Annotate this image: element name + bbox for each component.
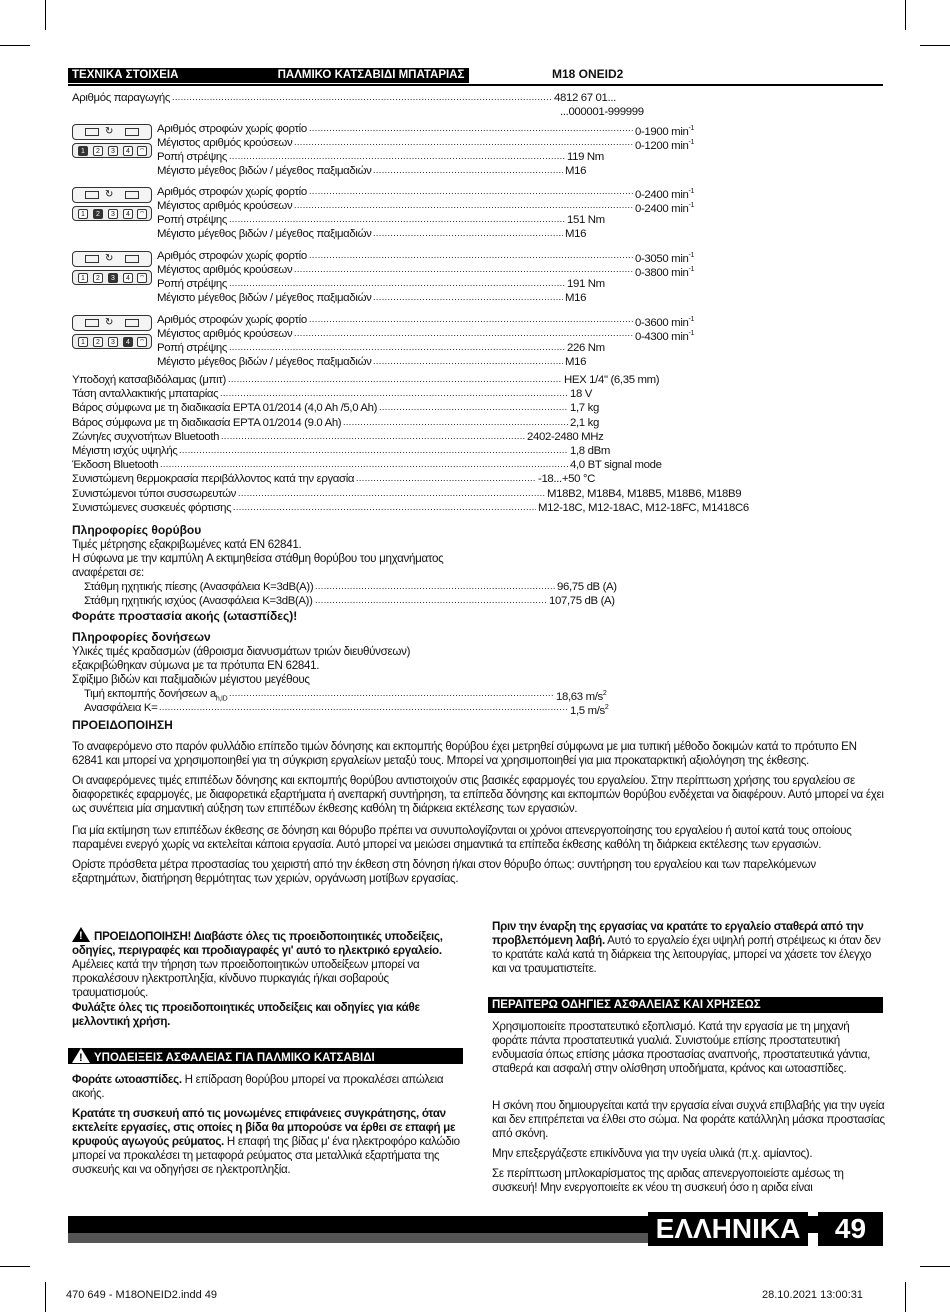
leader-dots	[373, 355, 563, 369]
leader-dots	[294, 199, 633, 213]
leader-dots	[373, 164, 563, 178]
crop-mark	[45, 1282, 46, 1312]
leader-dots	[294, 327, 633, 341]
leader-dots	[179, 444, 568, 458]
spec-row-value: 2402-2480 MHz	[527, 431, 604, 443]
leader-dots	[294, 136, 633, 150]
leader-dots	[220, 387, 568, 401]
mode-3-no-load-speed-value: 0-3050 $\min^{-1}$	[635, 252, 695, 265]
mode-4-max-screw-size-value: M16	[565, 356, 587, 368]
page-number: 49	[818, 1212, 883, 1246]
production-number-range: ...000001-999999	[560, 106, 644, 118]
mode-2-torque-label: Ροπή στρέψης	[157, 214, 227, 226]
spec-row-label: Τάση ανταλλακτικής μπαταρίας	[72, 388, 219, 400]
further-item: Σε περίπτωση μπλοκαρίσματος της αριδας απενεργοποιείστε αμέσως τη συσκευή! Μην ενεργοποιείτε εκ νέου τη συσκευή όσο η αριδα είναι	[492, 1167, 844, 1194]
mode-2-no-load-speed	[157, 185, 897, 199]
mode-3-torque-value: 191 Nm	[567, 278, 605, 290]
crop-mark	[905, 1282, 906, 1312]
mode-4-impact-rate-label: Μέγιστος αριθμός κρούσεων	[157, 328, 293, 340]
safety-item: Κρατάτε τη συσκευή από τις μονωμένες επιφάνειες συγκράτησης, όταν εκτελείτε εργασίες, στις οποίες η βίδα θα μπορούσε να έρθει σε επαφή με κρυφούς αγωγούς ρεύματος. Η επαφή της βίδας μ' ένα ηλεκτροφόρο καλώδιο μπορεί να προκαλέσει τη μεταφορά ρεύματος στα μεταλλικά εξαρτήματα της συσκευής και να οδηγήσει σε ηλεκτροπληξία.	[72, 1107, 460, 1176]
mode-2-torque	[157, 213, 897, 227]
bottom-rule-grey	[68, 1233, 648, 1243]
mode-3-selector-icon: ↻ 1 2 3 4 ⌔	[72, 251, 152, 287]
header-product: ΠΑΛΜΙΚΟ ΚΑΤΣΑΒΙΔΙ ΜΠΑΤΑΡΙΑΣ	[273, 68, 469, 83]
sound-pressure-value: 96,75 dB (A)	[557, 581, 617, 593]
keep-instructions: Φυλάξτε όλες τις προειδοποιητικές υποδείξεις και οδηγίες για κάθε μελλοντική χρήση.	[72, 1001, 420, 1028]
spec-row	[72, 373, 812, 387]
vibration-title: Πληροφορίες δονήσεων	[72, 630, 211, 644]
spec-row-value: 1,8 dBm	[570, 445, 610, 457]
production-number-value: 4812 67 01...	[554, 92, 616, 104]
mode-4-impact-rate	[157, 327, 897, 341]
crop-mark	[905, 0, 906, 30]
leader-dots	[229, 341, 565, 355]
vibration-emission-label: Τιμή εκπομπής δονήσεων $a_{h,ID}$	[84, 688, 228, 703]
mode-1-no-load-speed-label: Αριθμός στροφών χωρίς φορτίο	[157, 123, 307, 135]
spec-row-label: Έκδοση Bluetooth	[72, 459, 159, 471]
mode-1-max-screw-size-value: M16	[565, 165, 587, 177]
spec-row-label: Συνιστώμενοι τύποι συσσωρευτών	[72, 488, 237, 500]
leader-dots	[356, 472, 536, 486]
footer-date: 28.10.2021 13:00:31	[762, 1289, 863, 1301]
leader-dots	[233, 501, 536, 515]
leader-dots	[221, 430, 525, 444]
mode-3-max-screw-size-value: M16	[565, 292, 587, 304]
footer-file: 470 649 - M18ONEID2.indd 49	[66, 1289, 218, 1301]
header-tech-data: ΤΕΧΝΙΚΑ ΣΤΟΙΧΕΙΑ	[68, 68, 273, 83]
noise-title: Πληροφορίες θορύβου	[72, 523, 202, 537]
spec-row-label: Βάρος σύμφωνα με τη διαδικασία EPTA 01/2014 (4,0 Ah /5,0 Ah)	[72, 402, 378, 414]
warning-paragraph: Για μία εκτίμηση των επιπέδων έκθεσης σε δόνηση και θόρυβο πρέπει να συνυπολογίζονται οι χρόνοι απενεργοποίησης του εργαλείου ή αυτοί κατά τους οποίους παραμένει ενεργό χωρίς να εκτελείται κάποια εργασία. Αυτό μπορεί να μειώσει σημαντικά τα επίπεδα έκθεσης καθόλη τη διάρκεια εκτέλεσης των εργασιών.	[72, 824, 852, 851]
vibration-line: εξακριβώθηκαν σύμωνα με τα πρότυπα EN 62841.	[72, 659, 320, 672]
mode-1-torque-label: Ροπή στρέψης	[157, 151, 227, 163]
leader-dots	[238, 487, 545, 501]
leader-dots	[373, 227, 563, 241]
leader-dots	[160, 458, 568, 472]
noise-line: Η σύφωνα με την καμπύλη A εκτιμηθείσα στάθμη θορύβου του μηχανήματος	[72, 552, 444, 565]
noise-line: αναφέρεται σε:	[72, 566, 144, 579]
mode-1-max-screw-size	[157, 164, 897, 178]
mode-3-no-load-speed	[157, 249, 897, 263]
sound-power	[84, 594, 824, 608]
spec-row-label: Βάρος σύμφωνα με τη διαδικασία EPTA 01/2014 (9.0 Ah)	[72, 417, 342, 429]
leader-dots	[343, 416, 568, 430]
mode-2-impact-rate	[157, 199, 897, 213]
safety-item: Φοράτε ωτοασπίδες. Η επίδραση θορύβου μπορεί να προκαλέσει απώλεια ακοής.	[72, 1073, 444, 1100]
further-item: Μην επεξεργάζεστε επικίνδυνα για την υγεία υλικά (π.χ. αμίαντος).	[492, 1147, 813, 1160]
leader-dots	[315, 594, 547, 608]
production-number	[72, 91, 812, 105]
safety-bar	[68, 1048, 463, 1064]
mode-3-max-screw-size	[157, 291, 897, 305]
mode-4-max-screw-size-label: Μέγιστο μέγεθος βιδών / μέγεθος παξιμαδιών	[157, 356, 372, 368]
sound-power-value: 107,75 dB (A)	[549, 595, 615, 607]
spec-row-label: Συνιστώμενη θερμοκρασία περιβάλλοντος κατά την εργασία	[72, 473, 355, 485]
noise-line: Τιμές μέτρησης εξακριβωμένες κατά EN 62841.	[72, 538, 302, 551]
mode-1-max-screw-size-label: Μέγιστο μέγεθος βιδών / μέγεθος παξιμαδιών	[157, 165, 372, 177]
leader-dots	[159, 701, 568, 715]
mode-1-impact-rate-label: Μέγιστος αριθμός κρούσεων	[157, 137, 293, 149]
mode-2-torque-value: 151 Nm	[567, 214, 605, 226]
warning-title: ΠΡΟΕΙΔΟΠΟΙΗΣΗ	[72, 718, 173, 732]
warning-triangle-icon: !	[72, 927, 90, 942]
spec-row-value: HEX 1/4" (6,35 mm)	[564, 374, 660, 386]
leader-dots	[309, 249, 633, 263]
general-warning-bold: ΠΡΟΕΙΔΟΠΟΙΗΣΗ! Διαβάστε όλες τις προειδοποιητικές υποδείξεις, οδηγίες, περιγραφές και προδιαγραφές γι' αυτό το ηλεκτρικό εργαλείο.	[72, 930, 443, 957]
spec-row	[72, 387, 812, 401]
general-warning	[72, 927, 467, 1000]
vibration-uncertainty	[84, 701, 824, 715]
language-label: ΕΛΛΗΝΙΚΑ	[648, 1212, 808, 1246]
leader-dots	[379, 401, 568, 415]
spec-row-value: M18B2, M18B4, M18B5, M18B6, M18B9	[547, 488, 742, 500]
spec-row	[72, 472, 812, 486]
mode-2-impact-rate-value: 0-2400 $\min^{-1}$	[635, 202, 695, 215]
spec-row-label: Υποδοχή κατσαβιδόλαμας (μπιτ)	[72, 374, 226, 386]
grip-warning: Πριν την έναρξη της εργασίας να κρατάτε το εργαλείο σταθερά από την προβλεπόμενη λαβή. Αυτό το εργαλείο έχει υψηλή ροπή στρέψεως κι όταν δεν το κρατάτε καλά κατά τη διάρκεια της λειτουργίας, μπορεί να χάσετε τον έλεγχο και να τραυματιστείτε.	[492, 920, 881, 975]
spec-row	[72, 416, 812, 430]
sound-power-label: Στάθμη ηχητικής ισχύος (Ανασφάλεια K=3dB(A))	[84, 595, 313, 607]
spec-row-label: Μέγιστη ισχύς υψηλής	[72, 445, 178, 457]
spec-row-value: 1,7 kg	[570, 402, 599, 414]
safety-title: ΥΠΟΔΕΙΞΕΙΣ ΑΣΦΑΛΕΙΑΣ ΓΙΑ ΠΑΛΜΙΚΟ ΚΑΤΣΑΒΙΔΙ	[94, 1052, 375, 1064]
mode-3-torque-label: Ροπή στρέψης	[157, 278, 227, 290]
mode-3-impact-rate-label: Μέγιστος αριθμός κρούσεων	[157, 264, 293, 276]
leader-dots	[309, 313, 633, 327]
spec-row	[72, 458, 812, 472]
mode-2-selector-icon: ↻ 1 2 3 4 ⌔	[72, 187, 152, 223]
spec-row-value: -18...+50 °C	[538, 473, 596, 485]
mode-3-no-load-speed-label: Αριθμός στροφών χωρίς φορτίο	[157, 250, 307, 262]
spec-row	[72, 444, 812, 458]
mode-4-no-load-speed-label: Αριθμός στροφών χωρίς φορτίο	[157, 314, 307, 326]
mode-4-no-load-speed-value: 0-3600 $\min^{-1}$	[635, 316, 695, 329]
further-safety-bar: ΠΕΡΑΙΤΕΡΩ ΟΔΗΓΙΕΣ ΑΣΦΑΛΕΙΑΣ ΚΑΙ ΧΡΗΣΕΩΣ	[488, 997, 883, 1013]
mode-1-torque-value: 119 Nm	[567, 151, 604, 163]
crop-mark	[0, 45, 30, 46]
spec-row-value: M12-18C, M12-18AC, M12-18FC, M1418C6	[538, 502, 749, 514]
leader-dots	[309, 185, 633, 199]
ear-protection-note: Φοράτε προστασία ακοής (ωτασπίδες)!	[72, 609, 298, 623]
spec-row-value: 2,1 kg	[570, 417, 599, 429]
leader-dots	[309, 122, 633, 136]
further-item: Χρησιμοποιείτε προστατευτικό εξοπλισμό. Κατά την εργασία με τη μηχανή φοράτε πάντα προστατευτικά γυαλιά. Συνιστούμε επίσης προστατευτική ενδυμασία όπως επίσης μάσκα προστασίας αναπνοής, προστατευτικά γάντια, σταθερά και ασφαλή στην ολίσθηση υποδήματα, κράνος και ωτοασπίδες.	[492, 1020, 871, 1075]
mode-3-torque	[157, 277, 897, 291]
mode-1-impact-rate-value: 0-1200 $\min^{-1}$	[635, 139, 695, 152]
spec-row	[72, 487, 812, 501]
mode-3-impact-rate-value: 0-3800 $\min^{-1}$	[635, 266, 695, 279]
crop-mark	[0, 1266, 30, 1267]
warning-paragraph: Το αναφερόμενο στο παρόν φυλλάδιο επίπεδο τιμών δόνησης και εκπομπής θορύβου έχει μετρηθεί σύμφωνα με μια τυπική μέθοδο δοκιμών κατά το πρότυπο EN 62841 και μπορεί να χρησιμοποιηθεί για τη σύγκριση εργαλείων μεταξύ τους. Μπορεί να χρησιμοποιηθεί για μια προκαταρκτική αξιολόγηση της έκθεσης.	[72, 740, 857, 767]
sound-pressure	[84, 580, 824, 594]
model-name: M18 ONEID2	[552, 67, 624, 81]
mode-2-max-screw-size-label: Μέγιστο μέγεθος βιδών / μέγεθος παξιμαδιών	[157, 228, 372, 240]
mode-4-torque-label: Ροπή στρέψης	[157, 342, 227, 354]
mode-2-no-load-speed-label: Αριθμός στροφών χωρίς φορτίο	[157, 186, 307, 198]
leader-dots	[229, 687, 554, 701]
leader-dots	[229, 150, 565, 164]
mode-4-impact-rate-value: 0-4300 $\min^{-1}$	[635, 330, 695, 343]
mode-3-impact-rate	[157, 263, 897, 277]
leader-dots	[294, 263, 633, 277]
vibration-emission-value: 18,63 $m/s^2$	[556, 690, 607, 703]
spec-row	[72, 501, 812, 515]
vibration-line: Σφίξιμο βιδών και παξιμαδιών μέγιστου μεγέθους	[72, 673, 310, 686]
leader-dots	[229, 213, 565, 227]
mode-3-max-screw-size-label: Μέγιστο μέγεθος βιδών / μέγεθος παξιμαδιών	[157, 292, 372, 304]
spec-row	[72, 401, 812, 415]
further-item: Η σκόνη που δημιουργείται κατά την εργασία είναι συχνά επιβλαβής για την υγεία και δεν επιτρέπεται να έλθει στο σώμα. Να φοράτε κατάλληλη μάσκα προστασίας από σκόνη.	[492, 1099, 885, 1140]
sound-pressure-label: Στάθμη ηχητικής πίεσης (Ανασφάλεια K=3dB(A))	[84, 581, 314, 593]
mode-2-no-load-speed-value: 0-2400 $\min^{-1}$	[635, 188, 695, 201]
spec-row-label: Συνιστώμενες συσκευές φόρτισης	[72, 502, 232, 514]
spec-row-value: 18 V	[570, 388, 593, 400]
vibration-uncertainty-label: Ανασφάλεια K=	[84, 702, 158, 714]
spec-row	[72, 430, 812, 444]
mode-1-selector-icon: ↻ 1 2 3 4 ⌔	[72, 124, 152, 160]
mode-4-torque	[157, 341, 897, 355]
mode-1-no-load-speed	[157, 122, 897, 136]
mode-4-torque-value: 226 Nm	[567, 342, 605, 354]
vibration-uncertainty-value: 1,5 $m/s^2$	[570, 704, 609, 717]
crop-mark	[45, 0, 46, 30]
leader-dots	[172, 91, 552, 105]
mode-1-no-load-speed-value: 0-1900 $\min^{-1}$	[635, 125, 695, 138]
vibration-emission	[84, 687, 824, 701]
mode-2-impact-rate-label: Μέγιστος αριθμός κρούσεων	[157, 200, 293, 212]
production-number-label: Αριθμός παραγωγής	[72, 92, 171, 104]
mode-2-max-screw-size-value: M16	[565, 228, 587, 240]
leader-dots	[315, 580, 555, 594]
mode-4-no-load-speed	[157, 313, 897, 327]
spec-row-label: Ζώνη/ες συχνοτήτων Bluetooth	[72, 431, 220, 443]
warning-paragraph: Οι αναφερόμενες τιμές επιπέδων δόνησης και εκπομπής θορύβου αντιστοιχούν στις βασικές εφαρμογές του εργαλείου. Στην περίπτωση χρήσης του εργαλείου σε διαφορετικές εφαρμογές, με διαφορετικά εξαρτήματα ή ανεπαρκή συντήρηση, τα επίπεδα δόνησης και εκπομπών θορύβου ενδέχεται να διαφέρουν. Αυτό μπορεί να έχει ως συνέπεια μία σημαντική αύξηση των επιπέδων έκθεσης καθόλη τη διάρκεια εκτέλεσης των εργασιών.	[72, 774, 884, 815]
mode-4-max-screw-size	[157, 355, 897, 369]
mode-1-impact-rate	[157, 136, 897, 150]
mode-2-max-screw-size	[157, 227, 897, 241]
spec-row-value: 4,0 BT signal mode	[570, 459, 662, 471]
warning-paragraph: Ορίστε πρόσθετα μέτρα προστασίας του χειριστή από την έκθεση στη δόνηση ή/και στον θόρυβο όπως: συντήρηση του εργαλείου και των παρελκόμενων εξαρτημάτων, διατήρηση θερμότητας των χεριών, οργάνωση μοτίβων εργασίας.	[72, 858, 816, 885]
vibration-line: Υλικές τιμές κραδασμών (άθροισμα διανυσμάτων τριών διευθύνσεων)	[72, 645, 411, 658]
leader-dots	[373, 291, 563, 305]
warning-triangle-icon: !	[72, 1048, 90, 1063]
crop-mark	[920, 45, 950, 46]
header-rule	[68, 84, 883, 86]
general-warning-text: Αμέλειες κατά την τήρηση των προειδοποιητικών υποδείξεων μπορεί να προκαλέσουν ηλεκτροπληξία, κίνδυνο πυρκαγιάς ή/και σοβαρούς τραυματισμούς.	[72, 958, 420, 999]
mode-4-selector-icon: ↻ 1 2 3 4 ⌔	[72, 315, 152, 351]
leader-dots	[229, 277, 565, 291]
crop-mark	[920, 1266, 950, 1267]
mode-1-torque	[157, 150, 897, 164]
leader-dots	[228, 373, 562, 387]
